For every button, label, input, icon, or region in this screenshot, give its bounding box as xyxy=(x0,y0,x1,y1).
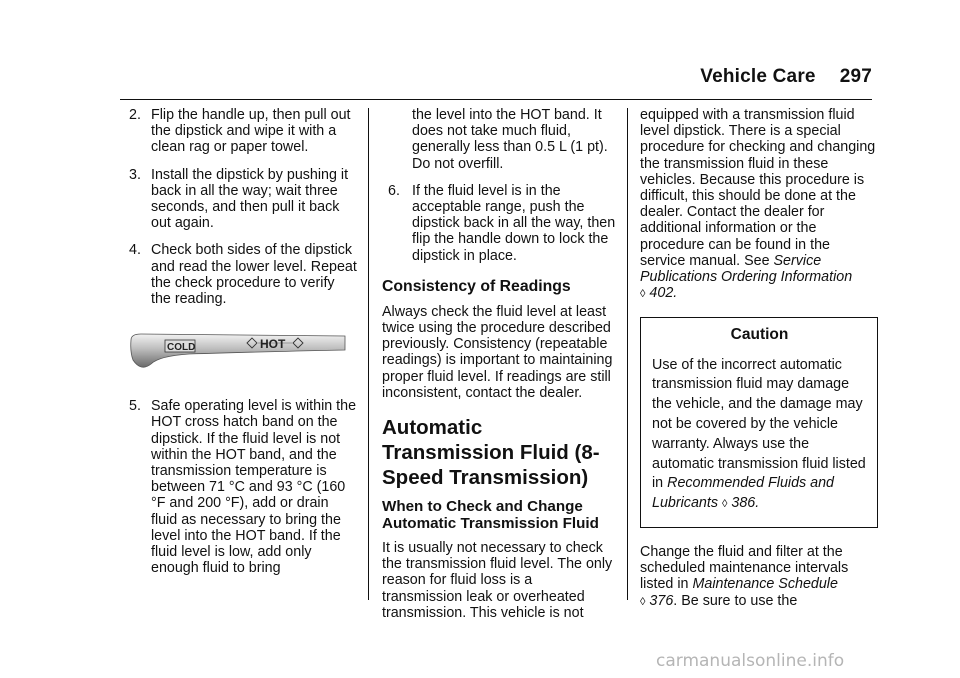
step-number: 2. xyxy=(129,107,141,123)
caution-title: Caution xyxy=(730,326,789,344)
page-ref-376[interactable]: 376 xyxy=(649,592,674,609)
maintenance-schedule-link[interactable]: Maintenance Schedule xyxy=(692,576,838,593)
caution-text: Use of the incorrect automatic transmission fluid may damage the vehicle, and the damage may not be covered by the vehicle warranty. Always use the automatic transmission fluid listed in Recommended Fluids and Lubricants ◊ 386. xyxy=(652,356,866,512)
step-5-continued xyxy=(382,107,616,172)
dipstick-hot-label: HOT xyxy=(260,337,286,352)
column-1 xyxy=(129,107,357,587)
step-text: Check both sides of the dipstick and read the lower level. Repeat the check procedure to verify the reading. xyxy=(151,242,357,308)
column-divider-2 xyxy=(627,108,628,600)
change-text: Change the fluid and filter at the scheduled maintenance intervals listed in xyxy=(640,544,849,593)
page-ref-402[interactable]: 402 xyxy=(649,285,674,302)
step-3 xyxy=(129,167,357,232)
step-text: the level into the HOT band. It does not take much fluid, generally less than 0.5 L (1 pt). Do not overfill. xyxy=(412,107,608,172)
step-2 xyxy=(129,107,357,156)
service-publications-link[interactable]: Service Publications Ordering Information xyxy=(640,252,853,286)
page-ref-icon: ◊ xyxy=(640,288,646,301)
step-5 xyxy=(129,398,357,576)
section-title: Vehicle Care xyxy=(700,66,816,87)
step-number: 4. xyxy=(129,242,141,259)
step-6 xyxy=(382,183,616,264)
page-ref-icon: ◊ xyxy=(640,595,646,608)
intro-text: equipped with a transmission fluid level dipstick. There is a special procedure for checking and changing the transmission fluid in these vehicles. Because this procedure is difficult, this should be done at the dealer. Contact the dealer for additional information or the procedure can be found in the service manual. See xyxy=(640,107,876,269)
step-number: 5. xyxy=(129,398,141,415)
atf-heading: Automatic Transmission Fluid (8-Speed Transmission) xyxy=(382,416,600,490)
step-number: 3. xyxy=(129,166,141,183)
step-number: 6. xyxy=(388,182,400,199)
consistency-text: Always check the fluid level at least twice using the procedure described previously. Consistency (repeatable readings) is important to maintaining proper fluid level. If readings are still inconsistent, contact the dealer. xyxy=(382,303,613,401)
when-text: It is usually not necessary to check the transmission fluid level. The only reason for fluid loss is a transmission leak or overheated transmission. This vehicle is not xyxy=(382,540,613,621)
page-ref-386[interactable]: 386 xyxy=(731,495,756,512)
column-3 xyxy=(640,107,878,610)
step-4 xyxy=(129,242,357,307)
consistency-heading: Consistency of Readings xyxy=(382,277,571,295)
watermark: carmanualsonline.info xyxy=(656,651,845,671)
step-text: Flip the handle up, then pull out the dipstick and wipe it with a clean rag or paper towel. xyxy=(151,107,351,156)
when-heading: When to Check and Change Automatic Transmission Fluid xyxy=(382,498,599,533)
change-tail: Be sure to use the xyxy=(681,592,798,609)
recommended-fluids-link[interactable]: Recommended Fluids and Lubricants xyxy=(652,475,835,512)
step-text: If the fluid level is in the acceptable range, push the dipstick back in all the way, then flip the handle down to lock the dipstick in place. xyxy=(412,182,616,264)
column-divider-1 xyxy=(368,108,369,600)
change-paragraph: Change the fluid and filter at the scheduled maintenance intervals listed in Maintenance Schedule ◊ 376. Be sure to use the xyxy=(640,544,849,609)
page-number: 297 xyxy=(839,66,872,87)
page-ref-icon: ◊ xyxy=(721,498,728,511)
step-text: Safe operating level is within the HOT cross hatch band on the dipstick. If the fluid level is not within the HOT band, and the transmission temperature is between 71 °C and 93 °C (160 °F and 200 °F), add or drain fluid as necessary to bring the level into the HOT band. If the fluid level is low, add only enough fluid to bring xyxy=(151,398,357,577)
page-header xyxy=(700,66,872,88)
dipstick-illustration xyxy=(129,330,347,372)
step-text: Install the dipstick by pushing it back in all the way; wait three seconds, and then pull it back out again. xyxy=(151,166,349,232)
caution-body: Use of the incorrect automatic transmission fluid may damage the vehicle, and the damage may not be covered by the vehicle warranty. Always use the automatic transmission fluid listed in xyxy=(652,356,866,492)
column-2 xyxy=(382,107,616,621)
header-rule xyxy=(120,99,872,100)
caution-box xyxy=(640,317,878,528)
intro-paragraph: equipped with a transmission fluid level dipstick. There is a special procedure for checking and changing the transmission fluid in these vehicles. Because this procedure is difficult, this should be done at the dealer. Contact the dealer for additional information or the procedure can be found in the service manual. See Service Publications Ordering Information ◊ 402. xyxy=(640,107,876,302)
dipstick-cold-label: COLD xyxy=(167,342,196,354)
